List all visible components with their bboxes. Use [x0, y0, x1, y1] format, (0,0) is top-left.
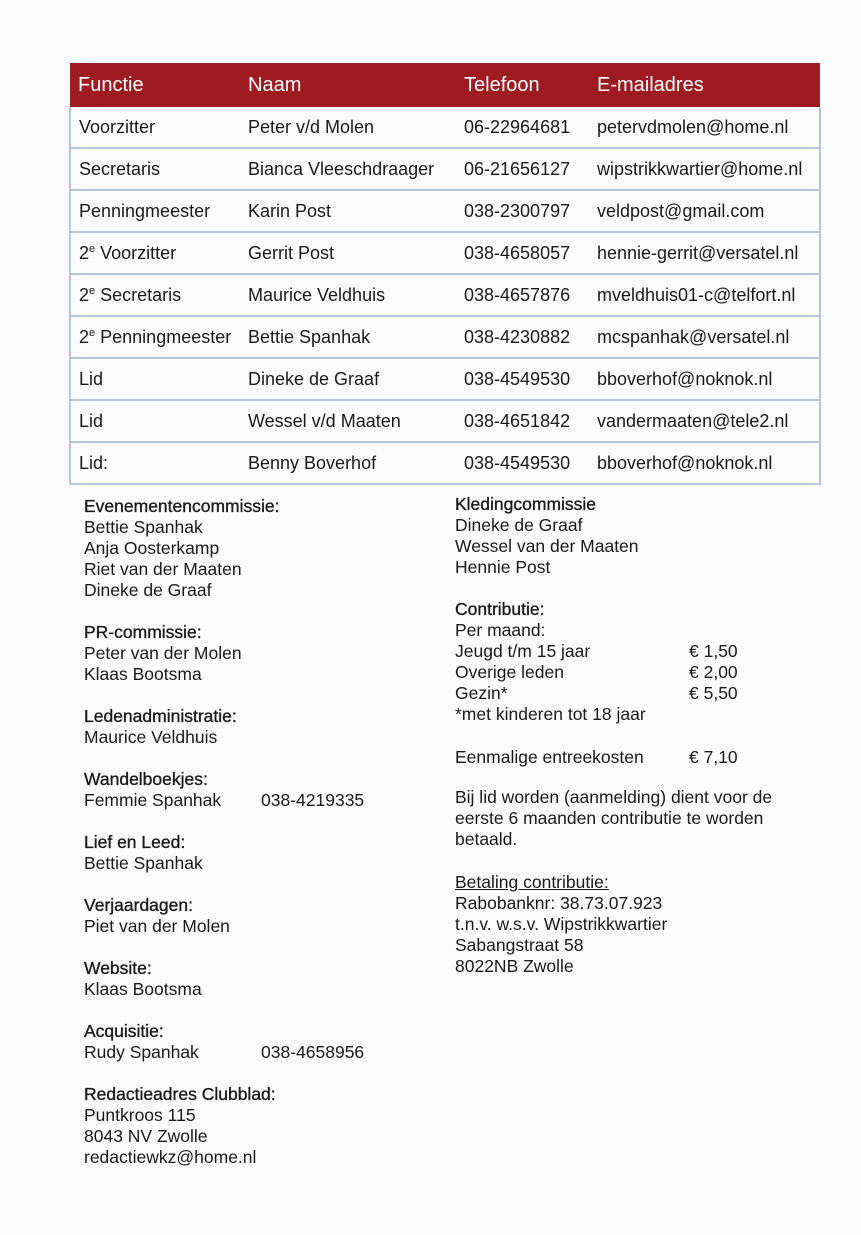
email-cell: mcspanhak@versatel.nl — [589, 316, 820, 358]
bank-line: t.n.v. w.s.v. Wipstrikkwartier — [455, 914, 668, 934]
pr-section — [84, 622, 364, 685]
evenementen-title: Evenementencommissie: — [84, 496, 280, 516]
fee-amount: € 1,50 — [689, 641, 738, 661]
table-row — [70, 274, 820, 316]
functie-superscript: e — [89, 242, 96, 255]
pr-title: PR-commissie: — [84, 622, 202, 642]
betaling-title: Betaling contributie: — [455, 872, 609, 892]
contributie-title: Contributie: — [455, 599, 545, 619]
member-name: Bettie Spanhak — [84, 517, 203, 537]
email-cell: wipstrikkwartier@home.nl — [589, 148, 820, 190]
functie-cell — [70, 232, 240, 274]
member-name: Piet van der Molen — [84, 916, 230, 936]
website-section — [84, 958, 364, 1000]
table-row — [70, 442, 820, 484]
entree-row — [455, 747, 741, 768]
member-phone: 038-4219335 — [261, 790, 365, 810]
functie-label: Voorzitter — [79, 116, 156, 137]
contributie-section — [455, 599, 772, 725]
functie-number: 2 — [79, 242, 90, 263]
naam-cell: Peter v/d Molen — [240, 107, 456, 148]
telefoon-cell: 038-4549530 — [456, 442, 589, 484]
naam-cell: Karin Post — [240, 190, 456, 232]
wandelboekjes-contact — [84, 790, 364, 811]
evenementen-section — [84, 496, 364, 601]
email-line: redactiewkz@home.nl — [84, 1147, 257, 1167]
naam-cell: Maurice Veldhuis — [240, 274, 456, 316]
entree-section — [455, 747, 772, 768]
functie-label: Lid — [79, 410, 104, 431]
functie-label: Secretaris — [95, 284, 182, 305]
member-name: Klaas Bootsma — [84, 664, 202, 684]
naam-cell: Dineke de Graaf — [240, 358, 456, 400]
member-name: Wessel van der Maaten — [455, 536, 639, 556]
functie-cell — [70, 400, 240, 442]
redactie-section — [84, 1084, 364, 1168]
member-name: Hennie Post — [455, 557, 551, 577]
functie-label: Voorzitter — [95, 242, 177, 263]
contributie-per: Per maand: — [455, 620, 546, 640]
functie-superscript: e — [89, 326, 96, 339]
email-cell: hennie-gerrit@versatel.nl — [589, 232, 820, 274]
table-row — [70, 316, 820, 358]
functie-label: Lid — [79, 368, 104, 389]
functie-cell — [70, 107, 240, 148]
address-line: 8022NB Zwolle — [455, 956, 574, 976]
header-naam: Naam — [248, 73, 302, 96]
contributie-note: *met kinderen tot 18 jaar — [455, 704, 646, 724]
email-cell: bboverhof@noknok.nl — [589, 442, 820, 484]
kleding-section — [455, 494, 772, 578]
paragraph-line: Bij lid worden (aanmelding) dient voor de — [455, 787, 773, 807]
telefoon-cell: 038-4657876 — [456, 274, 589, 316]
member-name: Bettie Spanhak — [84, 853, 203, 873]
naam-cell: Wessel v/d Maaten — [240, 400, 456, 442]
fee-label: Overige leden — [455, 662, 564, 682]
member-name: Riet van der Maaten — [84, 559, 242, 579]
functie-cell — [70, 148, 240, 190]
table-header-row — [70, 63, 820, 107]
ledenadmin-title: Ledenadministratie: — [84, 706, 237, 726]
naam-cell: Bianca Vleeschdraager — [240, 148, 456, 190]
table-row — [70, 190, 820, 232]
acquisitie-title: Acquisitie: — [84, 1021, 164, 1041]
telefoon-cell: 06-21656127 — [456, 148, 589, 190]
verjaardagen-title: Verjaardagen: — [84, 895, 193, 915]
acquisitie-contact — [84, 1042, 364, 1063]
member-name: Peter van der Molen — [84, 643, 242, 663]
table-row — [70, 358, 820, 400]
liefleed-title: Lief en Leed: — [84, 832, 186, 852]
liefleed-section — [84, 832, 364, 874]
table-row — [70, 148, 820, 190]
functie-cell — [70, 358, 240, 400]
functie-cell — [70, 442, 240, 484]
telefoon-cell: 038-2300797 — [456, 190, 589, 232]
redactie-title: Redactieadres Clubblad: — [84, 1084, 276, 1104]
functie-label: Penningmeester — [95, 326, 232, 347]
acquisitie-section — [84, 1021, 364, 1063]
fee-label: Jeugd t/m 15 jaar — [455, 641, 591, 661]
telefoon-cell: 038-4230882 — [456, 316, 589, 358]
fee-row — [455, 683, 741, 704]
email-cell: bboverhof@noknok.nl — [589, 358, 820, 400]
fee-amount: € 5,50 — [689, 683, 738, 703]
member-name: Maurice Veldhuis — [84, 727, 218, 747]
table-row — [70, 232, 820, 274]
wandelboekjes-section — [84, 769, 364, 811]
fee-row — [455, 662, 741, 683]
member-name: Klaas Bootsma — [84, 979, 202, 999]
email-cell: veldpost@gmail.com — [589, 190, 820, 232]
entree-amount: € 7,10 — [689, 747, 738, 767]
header-email: E-mailadres — [597, 73, 704, 96]
fee-label: Gezin* — [455, 683, 508, 703]
email-cell: petervdmolen@home.nl — [589, 107, 820, 148]
contributie-paragraph — [455, 787, 772, 850]
functie-cell — [70, 190, 240, 232]
website-title: Website: — [84, 958, 152, 978]
member-name: Anja Oosterkamp — [84, 538, 220, 558]
member-name: Dineke de Graaf — [84, 580, 212, 600]
board-table — [69, 63, 821, 485]
kleding-title: Kledingcommissie — [455, 494, 597, 514]
header-telefoon: Telefoon — [464, 73, 540, 96]
member-name: Femmie Spanhak — [84, 790, 222, 810]
telefoon-cell: 06-22964681 — [456, 107, 589, 148]
header-functie: Functie — [78, 73, 144, 96]
ledenadmin-section — [84, 706, 364, 748]
member-name: Dineke de Graaf — [455, 515, 583, 535]
naam-cell: Bettie Spanhak — [240, 316, 456, 358]
telefoon-cell: 038-4658057 — [456, 232, 589, 274]
table-body — [70, 107, 820, 484]
wandelboekjes-title: Wandelboekjes: — [84, 769, 208, 789]
table-row — [70, 400, 820, 442]
address-line: 8043 NV Zwolle — [84, 1126, 208, 1146]
address-line: Sabangstraat 58 — [455, 935, 584, 955]
telefoon-cell: 038-4651842 — [456, 400, 589, 442]
functie-superscript: e — [89, 284, 96, 297]
member-phone: 038-4658956 — [261, 1042, 365, 1062]
table-row — [70, 107, 820, 148]
naam-cell: Benny Boverhof — [240, 442, 456, 484]
functie-label: Penningmeester — [79, 200, 211, 221]
functie-number: 2 — [79, 326, 90, 347]
entree-label: Eenmalige entreekosten — [455, 747, 644, 767]
right-column — [455, 494, 772, 998]
verjaardagen-section — [84, 895, 364, 937]
functie-cell — [70, 316, 240, 358]
telefoon-cell: 038-4549530 — [456, 358, 589, 400]
member-name: Rudy Spanhak — [84, 1042, 199, 1062]
bank-line: Rabobanknr: 38.73.07.923 — [455, 893, 663, 913]
functie-cell — [70, 274, 240, 316]
naam-cell: Gerrit Post — [240, 232, 456, 274]
paragraph-line: betaald. — [455, 829, 518, 849]
email-cell: mveldhuis01-c@telfort.nl — [589, 274, 820, 316]
functie-label: Secretaris — [79, 158, 161, 179]
paragraph-line: eerste 6 maanden contributie te worden — [455, 808, 764, 828]
address-line: Puntkroos 115 — [84, 1105, 196, 1125]
betaling-section — [455, 872, 772, 977]
functie-label: Lid: — [79, 452, 109, 473]
left-column — [84, 496, 364, 1189]
email-cell: vandermaaten@tele2.nl — [589, 400, 820, 442]
fee-amount: € 2,00 — [689, 662, 738, 682]
functie-number: 2 — [79, 284, 90, 305]
fee-row — [455, 641, 741, 662]
